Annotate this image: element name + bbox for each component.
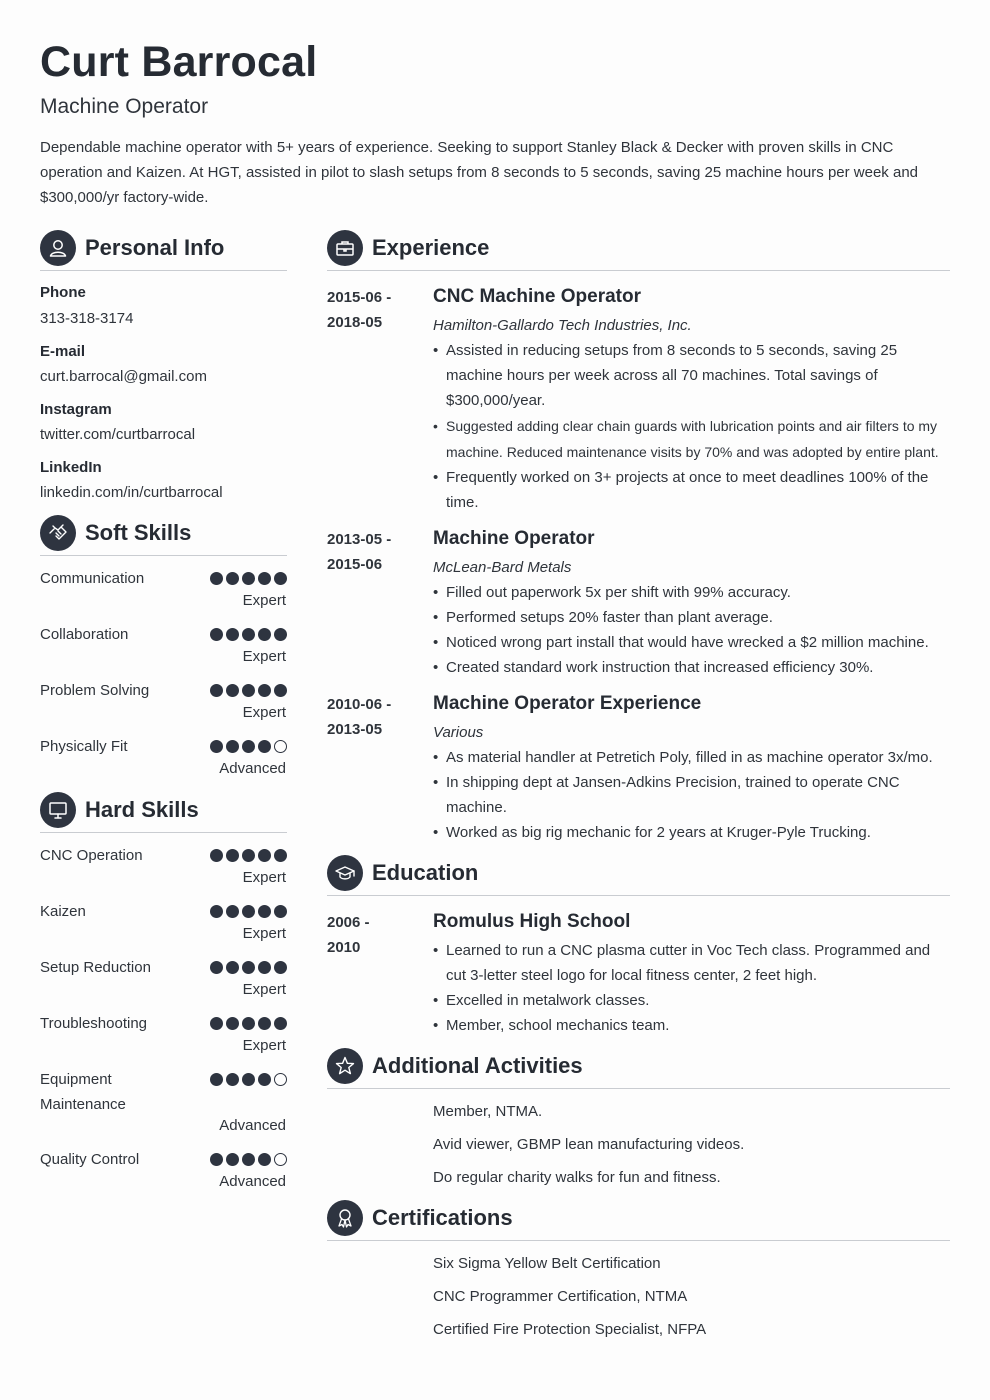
activity-item: Avid viewer, GBMP lean manufacturing videos. <box>433 1136 745 1153</box>
rating-dot-filled <box>210 740 223 753</box>
rating-dot-filled <box>210 684 223 697</box>
rating-dot-filled <box>258 849 271 862</box>
rating-dot-empty <box>274 1153 287 1166</box>
section-divider <box>40 555 287 556</box>
phone-value[interactable]: 313-318-3174 <box>40 310 134 327</box>
handshake-icon <box>40 515 76 551</box>
rating-dot-filled <box>210 1017 223 1030</box>
rating-dot-filled <box>258 905 271 918</box>
experience-section <box>327 230 950 271</box>
skill-level: Expert <box>242 592 286 609</box>
rating-dot-filled <box>226 1073 239 1086</box>
job-date-end: 2013-05 <box>327 721 383 738</box>
education-heading: Education <box>372 860 479 885</box>
list-item: • Learned to run a CNC plasma cutter in Voc Tech class. Programmed and cut 3-letter steel logo for local fitness center, 2 feet high. <box>433 938 948 988</box>
list-item: • As material handler at Petretich Poly, filled in as machine operator 3x/mo. <box>433 745 948 770</box>
job-title: Machine Operator Experience <box>433 693 702 714</box>
job-date-end: 2015-06 <box>327 556 383 573</box>
rating-dot-filled <box>210 1073 223 1086</box>
rating-dot-filled <box>258 572 271 585</box>
skill-name: Kaizen <box>40 903 86 920</box>
candidate-role: Machine Operator <box>40 95 209 118</box>
phone-label: Phone <box>40 284 86 301</box>
certification-item: Certified Fire Protection Specialist, NFPA <box>433 1321 707 1338</box>
rating-dot-filled <box>258 1017 271 1030</box>
rating-dot-filled <box>226 572 239 585</box>
list-item: • Excelled in metalwork classes. <box>433 988 948 1013</box>
skill-rating-dots <box>210 1017 287 1030</box>
activity-item: Member, NTMA. <box>433 1103 543 1120</box>
rating-dot-empty <box>274 1073 287 1086</box>
rating-dot-filled <box>242 849 255 862</box>
job-company: Hamilton-Gallardo Tech Industries, Inc. <box>433 317 692 334</box>
activity-item: Do regular charity walks for fun and fitness. <box>433 1169 721 1186</box>
email-label: E-mail <box>40 343 86 360</box>
skill-name: Physically Fit <box>40 738 128 755</box>
job-date-start: 2015-06 - <box>327 289 392 306</box>
rating-dot-filled <box>210 905 223 918</box>
job-company: McLean-Bard Metals <box>433 559 572 576</box>
rating-dot-filled <box>242 740 255 753</box>
section-divider <box>40 270 287 271</box>
certifications-heading: Certifications <box>372 1205 513 1230</box>
rating-dot-empty <box>274 740 287 753</box>
list-item: • Filled out paperwork 5x per shift with 99% accuracy. <box>433 580 948 605</box>
skill-level: Expert <box>242 1037 286 1054</box>
skill-name: Troubleshooting <box>40 1015 148 1032</box>
user-icon <box>40 230 76 266</box>
instagram-label: Instagram <box>40 401 112 418</box>
rating-dot-filled <box>226 1153 239 1166</box>
rating-dot-filled <box>274 1017 287 1030</box>
skill-name: Quality Control <box>40 1151 140 1168</box>
section-divider <box>40 832 287 833</box>
skill-rating-dots <box>210 961 287 974</box>
rating-dot-filled <box>274 628 287 641</box>
rating-dot-filled <box>226 628 239 641</box>
certification-item: Six Sigma Yellow Belt Certification <box>433 1255 661 1272</box>
monitor-icon <box>40 792 76 828</box>
activities-section <box>327 1048 950 1089</box>
award-ribbon-icon <box>327 1200 363 1236</box>
rating-dot-filled <box>274 849 287 862</box>
job-bullets <box>433 745 948 845</box>
skill-rating-dots <box>210 684 287 697</box>
linkedin-label: LinkedIn <box>40 459 102 476</box>
rating-dot-filled <box>242 961 255 974</box>
list-item: • In shipping dept at Jansen-Adkins Precision, trained to operate CNC machine. <box>433 770 948 820</box>
list-item: • Frequently worked on 3+ projects at once to meet deadlines 100% of the time. <box>433 465 948 515</box>
school-name: Romulus High School <box>433 911 631 932</box>
hard-skills-section <box>40 792 287 833</box>
job-title: Machine Operator <box>433 528 595 549</box>
skill-level: Advanced <box>219 1173 286 1190</box>
activities-heading: Additional Activities <box>372 1053 583 1078</box>
certifications-section <box>327 1200 950 1241</box>
rating-dot-filled <box>258 740 271 753</box>
rating-dot-filled <box>242 1017 255 1030</box>
skill-rating-dots <box>210 628 287 641</box>
linkedin-value[interactable]: linkedin.com/in/curtbarrocal <box>40 484 223 501</box>
rating-dot-filled <box>226 740 239 753</box>
rating-dot-filled <box>210 572 223 585</box>
skill-name: CNC Operation <box>40 847 143 864</box>
list-item: • Suggested adding clear chain guards with lubrication points and air filters to my machine. Reduced maintenance visits by 70% and was adopted by entire plant. <box>433 413 948 465</box>
rating-dot-filled <box>226 961 239 974</box>
edu-bullets <box>433 938 948 1038</box>
job-date-end: 2018-05 <box>327 314 383 331</box>
skill-rating-dots <box>210 1153 287 1166</box>
rating-dot-filled <box>226 1017 239 1030</box>
email-value[interactable]: curt.barrocal@gmail.com <box>40 368 207 385</box>
rating-dot-filled <box>226 849 239 862</box>
job-date-start: 2010-06 - <box>327 696 392 713</box>
rating-dot-filled <box>242 905 255 918</box>
skill-name: Setup Reduction <box>40 959 151 976</box>
soft-skills-heading: Soft Skills <box>85 520 192 545</box>
list-item: • Assisted in reducing setups from 8 seconds to 5 seconds, saving 25 machine hours per week across all 70 machines. Total savings of $300,000/year. <box>433 338 948 413</box>
skill-name: Communication <box>40 570 145 587</box>
rating-dot-filled <box>258 1073 271 1086</box>
skill-level: Advanced <box>219 760 286 777</box>
skill-name: Equipment Maintenance <box>40 1071 126 1113</box>
rating-dot-filled <box>242 1153 255 1166</box>
rating-dot-filled <box>258 1153 271 1166</box>
edu-date-start: 2006 - <box>327 914 370 931</box>
job-bullets <box>433 580 948 680</box>
rating-dot-filled <box>210 628 223 641</box>
rating-dot-filled <box>258 628 271 641</box>
skill-level: Expert <box>242 648 286 665</box>
rating-dot-filled <box>242 1073 255 1086</box>
skill-rating-dots <box>210 572 287 585</box>
rating-dot-filled <box>274 572 287 585</box>
rating-dot-filled <box>226 905 239 918</box>
rating-dot-filled <box>210 961 223 974</box>
rating-dot-filled <box>242 628 255 641</box>
rating-dot-filled <box>274 684 287 697</box>
personal-info-section <box>40 230 287 271</box>
briefcase-icon <box>327 230 363 266</box>
skill-rating-dots <box>210 849 287 862</box>
rating-dot-filled <box>274 961 287 974</box>
skill-name: Problem Solving <box>40 682 150 699</box>
skill-rating-dots <box>210 905 287 918</box>
list-item: • Performed setups 20% faster than plant average. <box>433 605 948 630</box>
skill-level: Expert <box>242 925 286 942</box>
section-divider <box>327 895 950 896</box>
rating-dot-filled <box>210 1153 223 1166</box>
rating-dot-filled <box>242 684 255 697</box>
skill-level: Advanced <box>219 1117 286 1134</box>
experience-heading: Experience <box>372 235 490 260</box>
job-bullets <box>433 338 948 515</box>
job-title: CNC Machine Operator <box>433 286 641 307</box>
skill-rating-dots <box>210 1073 287 1086</box>
list-item: • Member, school mechanics team. <box>433 1013 948 1038</box>
rating-dot-filled <box>226 684 239 697</box>
job-company: Various <box>433 724 484 741</box>
rating-dot-filled <box>242 572 255 585</box>
skill-level: Expert <box>242 704 286 721</box>
skill-level: Expert <box>242 981 286 998</box>
hard-skills-heading: Hard Skills <box>85 797 199 822</box>
section-divider <box>327 1240 950 1241</box>
rating-dot-filled <box>274 905 287 918</box>
graduation-cap-icon <box>327 855 363 891</box>
list-item: • Noticed wrong part install that would have wrecked a $2 million machine. <box>433 630 948 655</box>
star-icon <box>327 1048 363 1084</box>
section-divider <box>327 270 950 271</box>
list-item: • Created standard work instruction that increased efficiency 30%. <box>433 655 948 680</box>
skill-name: Collaboration <box>40 626 129 643</box>
section-divider <box>327 1088 950 1089</box>
certification-item: CNC Programmer Certification, NTMA <box>433 1288 688 1305</box>
list-item: • Worked as big rig mechanic for 2 years at Kruger-Pyle Trucking. <box>433 820 948 845</box>
skill-rating-dots <box>210 740 287 753</box>
skill-level: Expert <box>242 869 286 886</box>
summary-paragraph: Dependable machine operator with 5+ years of experience. Seeking to support Stanley Black & Decker with proven skills in CNC operation and Kaizen. At HGT, assisted in pilot to slash setups from 8 seconds to 5 seconds, saving 25 machine hours per week and $300,000/yr factory-wide. <box>40 139 918 206</box>
rating-dot-filled <box>258 961 271 974</box>
job-date-start: 2013-05 - <box>327 531 392 548</box>
soft-skills-section <box>40 515 287 556</box>
rating-dot-filled <box>210 849 223 862</box>
instagram-value[interactable]: twitter.com/curtbarrocal <box>40 426 196 443</box>
personal-info-heading: Personal Info <box>85 235 225 260</box>
candidate-name: Curt Barrocal <box>40 38 318 86</box>
rating-dot-filled <box>258 684 271 697</box>
education-section <box>327 855 950 896</box>
edu-date-end: 2010 <box>327 939 361 956</box>
